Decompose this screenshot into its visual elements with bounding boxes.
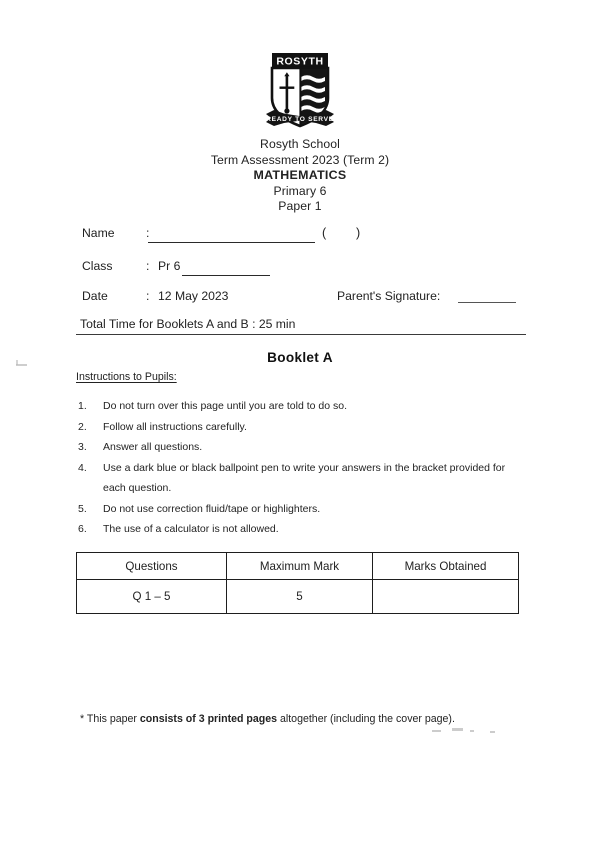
instruction-number: 1.: [78, 400, 87, 412]
scan-artefact-footer-4: [490, 731, 495, 733]
instruction-item: [76, 519, 506, 540]
svg-text:ROSYTH: ROSYTH: [276, 55, 324, 68]
instruction-text: The use of a calculator is not allowed.: [103, 523, 279, 535]
instruction-item: [76, 396, 506, 417]
instruction-text: Do not turn over this page until you are told to do so.: [103, 400, 347, 412]
total-time-text: Total Time for Booklets A and B : 25 min: [80, 317, 296, 331]
column-header-maximum-mark: Maximum Mark: [227, 553, 373, 580]
school-name: Rosyth School: [260, 137, 340, 151]
header-divider-rule: [76, 334, 526, 335]
cell-marks-obtained[interactable]: [373, 580, 519, 614]
column-header-marks-obtained: Marks Obtained: [373, 553, 519, 580]
table-row: [77, 580, 519, 614]
scan-artefact-margin-2: [16, 360, 18, 365]
instruction-number: 5.: [78, 502, 87, 515]
school-crest: [0, 50, 600, 138]
exam-title-block: [0, 137, 600, 215]
subject-name: MATHEMATICS: [253, 168, 347, 182]
table-header-row: [77, 553, 519, 580]
footnote-emphasis: consists of 3 printed pages: [139, 713, 278, 725]
instruction-text: Follow all instructions carefully.: [103, 420, 247, 433]
name-label: Name: [82, 226, 115, 240]
class-colon: :: [146, 259, 150, 273]
instruction-item: [76, 499, 506, 520]
date-value: 12 May 2023: [158, 289, 229, 303]
instruction-number: 4.: [78, 461, 87, 474]
cell-maximum-mark: 5: [227, 580, 373, 614]
instruction-item: [76, 417, 506, 438]
parent-signature-write-line[interactable]: [458, 302, 516, 303]
instruction-number: 6.: [78, 523, 87, 535]
rosyth-school-crest-icon: [263, 50, 337, 134]
paper-number: Paper 1: [278, 199, 322, 213]
class-value[interactable]: Pr 6: [158, 259, 181, 273]
column-header-questions: Questions: [77, 553, 227, 580]
svg-text:READY TO SERVE: READY TO SERVE: [266, 116, 334, 124]
instruction-number: 2.: [78, 420, 87, 433]
class-label: Class: [82, 259, 113, 273]
instruction-item: [76, 437, 506, 458]
scan-artefact-footer-2: [452, 728, 463, 731]
footnote-prefix: * This paper: [80, 713, 140, 725]
cell-questions-range: Q 1 – 5: [77, 580, 227, 614]
marks-summary-table: [76, 552, 519, 614]
instruction-item: [76, 458, 506, 499]
instructions-list: [76, 396, 506, 540]
instruction-text: Do not use correction fluid/tape or highlighters.: [103, 502, 321, 515]
booklet-title: Booklet A: [267, 350, 333, 365]
page-count-footnote: [80, 713, 455, 725]
name-write-line[interactable]: [148, 242, 315, 243]
scan-artefact-footer-3: [470, 730, 474, 732]
instruction-text: Use a dark blue or black ballpoint pen to write your answers in the bracket provided for each question.: [103, 461, 506, 494]
date-colon: :: [146, 289, 150, 303]
footnote-suffix: altogether (including the cover page).: [277, 713, 455, 725]
scan-artefact-footer-1: [432, 730, 441, 732]
instructions-heading: Instructions to Pupils:: [76, 371, 177, 383]
index-paren-open: (: [322, 226, 327, 240]
parent-signature-label: Parent's Signature:: [337, 289, 441, 303]
instruction-text: Answer all questions.: [103, 441, 203, 453]
date-label: Date: [82, 289, 108, 303]
level-name: Primary 6: [273, 183, 327, 198]
assessment-name: Term Assessment 2023 (Term 2): [210, 152, 390, 167]
index-paren-close: ): [356, 226, 361, 240]
instruction-number: 3.: [78, 441, 87, 453]
name-colon: :: [146, 226, 150, 240]
class-write-line[interactable]: [182, 275, 270, 276]
